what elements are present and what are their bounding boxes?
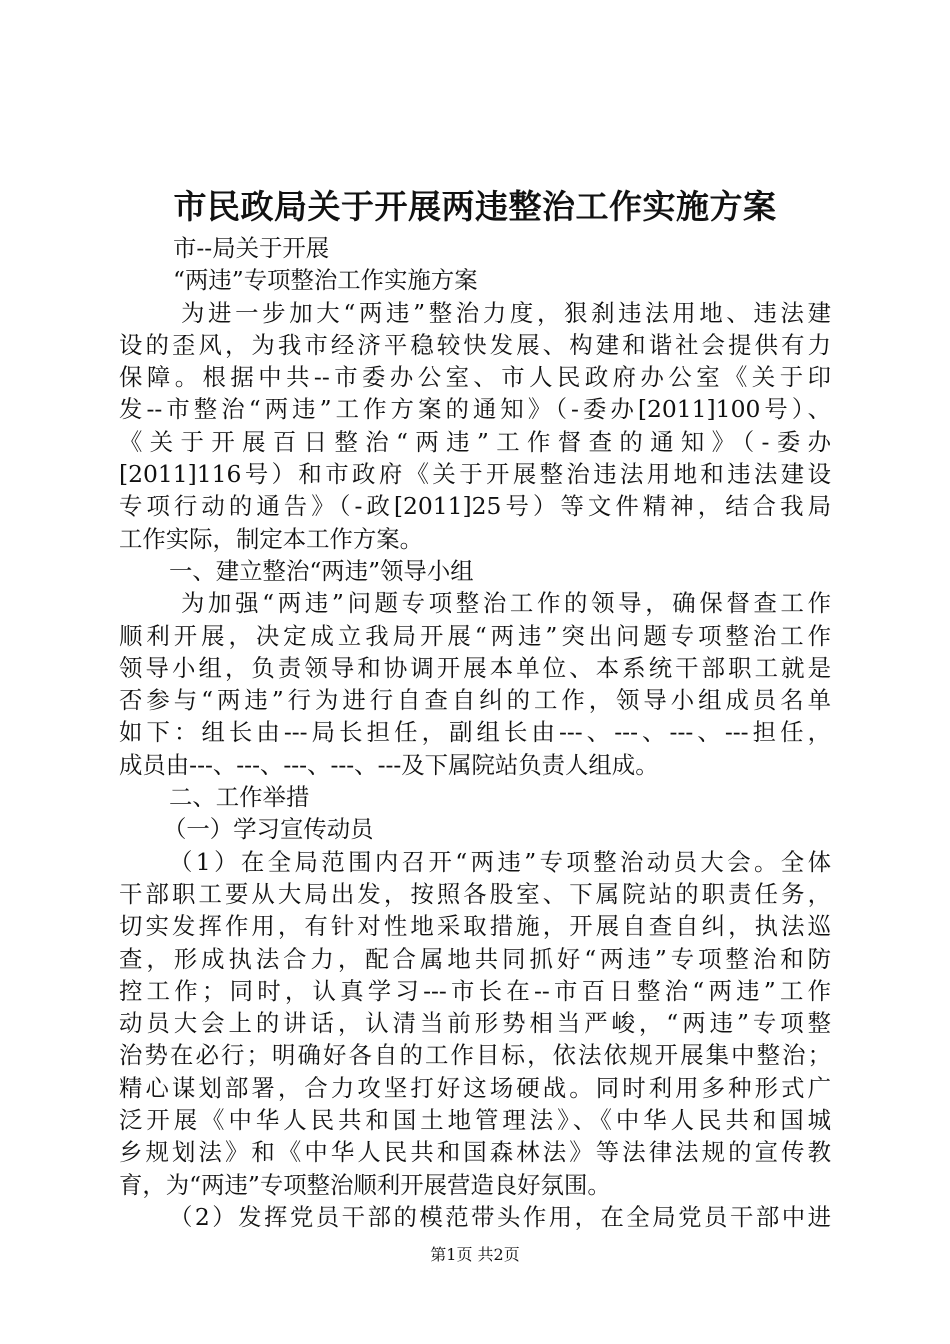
body-line-9: 专项行动的通告》（-政[2011]25号）等文件精神，结合我局 xyxy=(119,492,831,521)
body-line-16: 如下：组长由---局长担任，副组长由---、---、---、---担任， xyxy=(119,718,831,747)
document-title: 市民政局关于开展两违整治工作实施方案 xyxy=(173,187,777,226)
body-line-10: 工作实际，制定本工作方案。 xyxy=(119,524,424,553)
body-line-2: “两违”专项整治工作实施方案 xyxy=(173,266,478,295)
body-line-22: 切实发挥作用，有针对性地采取措施，开展自查自纠，执法巡 xyxy=(119,912,831,941)
body-line-13: 顺利开展，决定成立我局开展“两违”突出问题专项整治工作 xyxy=(119,621,831,650)
page-number-footer: 第1页 共2页 xyxy=(430,1245,520,1264)
body-line-17: 成员由---、---、---、---、---及下属院站负责人组成。 xyxy=(119,750,659,779)
body-line-30: 育，为“两违”专项整治顺利开展营造良好氛围。 xyxy=(119,1170,611,1199)
body-line-26: 治势在必行；明确好各自的工作目标，依法依规开展集中整治； xyxy=(119,1041,831,1070)
body-line-1: 市--局关于开展 xyxy=(173,234,330,262)
body-line-27: 精心谋划部署，合力攻坚打好这场硬战。同时利用多种形式广 xyxy=(119,1073,831,1102)
document-body xyxy=(119,232,831,1233)
body-line-14: 领导小组，负责领导和协调开展本单位、本系统干部职工就是 xyxy=(119,653,831,682)
body-line-28: 泛开展《中华人民共和国土地管理法》、《中华人民共和国城 xyxy=(119,1106,831,1135)
body-line-31: （2）发挥党员干部的模范带头作用，在全局党员干部中进 xyxy=(169,1202,831,1231)
body-line-12: 为加强“两违”问题专项整治工作的领导，确保督查工作 xyxy=(181,589,831,618)
body-line-21: 干部职工要从大局出发，按照各股室、下属院站的职责任务， xyxy=(119,879,831,908)
body-line-6: 发--市整治“两违”工作方案的通知》（-委办[2011]100号）、 xyxy=(119,395,831,424)
section-heading-1: 一、建立整治“两违”领导小组 xyxy=(169,556,474,585)
body-line-3: 为进一步加大“两违”整治力度，狠刹违法用地、违法建 xyxy=(181,298,831,327)
body-line-23: 查，形成执法合力，配合属地共同抓好“两违”专项整治和防 xyxy=(119,944,831,973)
body-line-29: 乡规划法》和《中华人民共和国森林法》等法律法规的宣传教 xyxy=(119,1138,831,1167)
body-line-25: 动员大会上的讲话，认清当前形势相当严峻，“两违”专项整 xyxy=(119,1009,831,1038)
body-line-24: 控工作；同时，认真学习---市长在--市百日整治“两违”工作 xyxy=(119,976,831,1005)
body-line-15: 否参与“两违”行为进行自查自纠的工作，领导小组成员名单 xyxy=(119,686,831,715)
section-heading-2: 二、工作举措 xyxy=(169,783,310,812)
body-line-20: （1）在全局范围内召开“两违”专项整治动员大会。全体 xyxy=(169,847,831,876)
body-line-8: [2011]116号）和市政府《关于开展整治违法用地和违法建设 xyxy=(119,460,831,489)
body-line-5: 保障。根据中共--市委办公室、市人民政府办公室《关于印 xyxy=(119,363,831,392)
body-line-7: 《关于开展百日整治“两违”工作督查的通知》（-委办 xyxy=(119,427,831,456)
body-line-4: 设的歪风，为我市经济平稳较快发展、构建和谐社会提供有力 xyxy=(119,330,831,359)
subsection-heading-1: （一）学习宣传动员 xyxy=(163,815,374,844)
